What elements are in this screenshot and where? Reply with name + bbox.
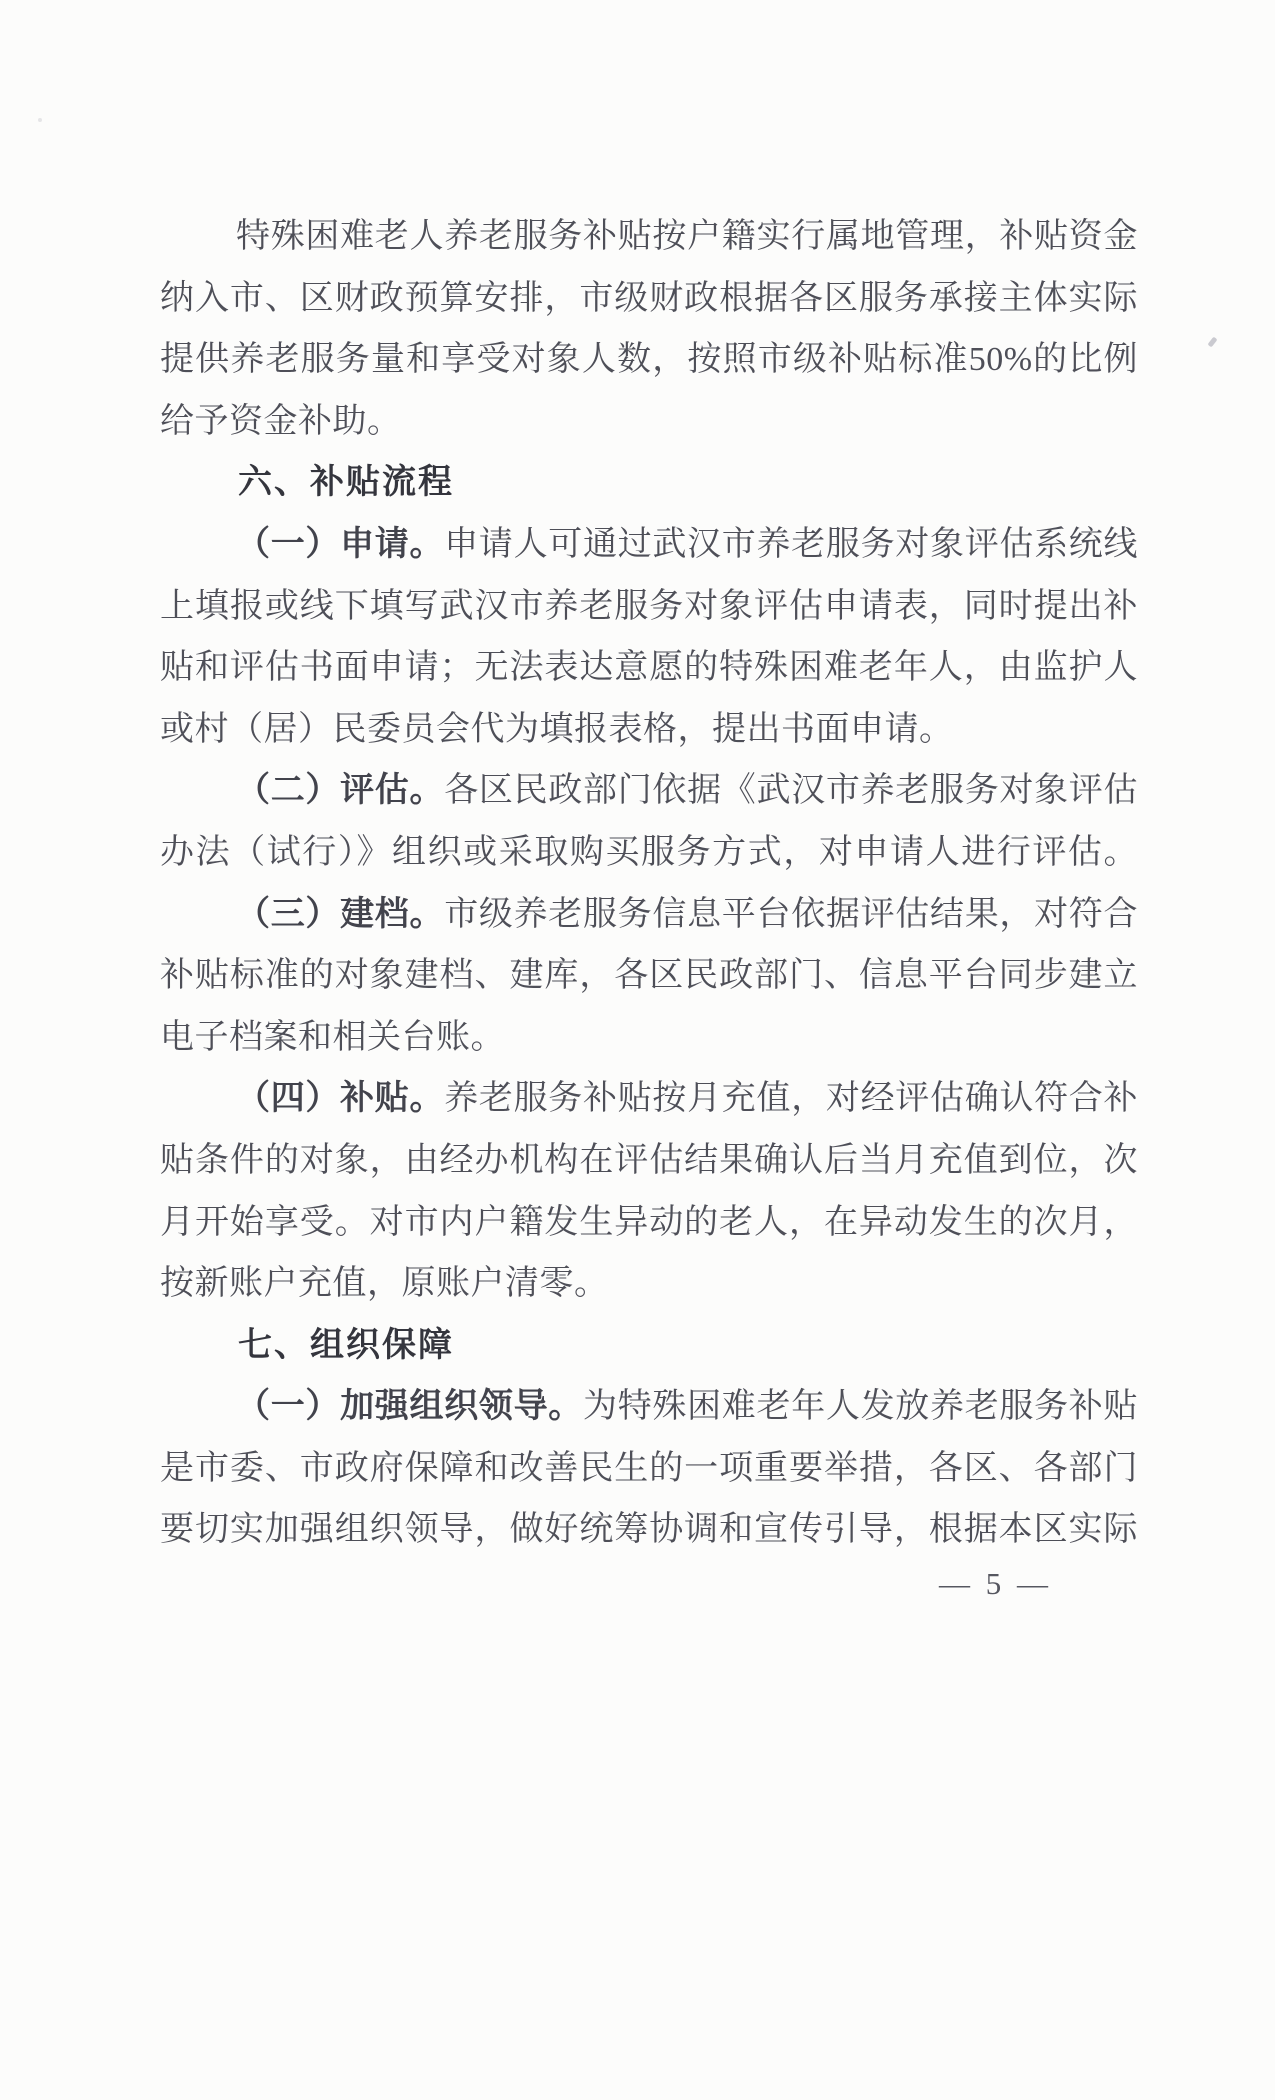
paragraph-line [160, 1068, 1138, 1130]
paragraph-line [160, 760, 1138, 822]
section-heading-6: 六、补贴流程 [238, 463, 454, 502]
paragraph-text: 各区民政部门依据《武汉市养老服务对象评估 [444, 772, 1139, 810]
paragraph-line: 特殊困难老人养老服务补贴按户籍实行属地管理，补贴资金 [236, 218, 1138, 255]
paragraph-text: 申请人可通过武汉市养老服务对象评估系统线 [444, 525, 1139, 563]
paragraph-line: 按新账户充值，原账户清零。 [160, 1265, 609, 1303]
item-number-label: （二）评估。 [236, 772, 445, 810]
paragraph-line: 办法（试行）》组织或采取购买服务方式，对申请人进行评估。 [160, 833, 1138, 871]
item-number-label: （四）补贴。 [236, 1080, 445, 1118]
document-text-block [160, 206, 1138, 1561]
paragraph-line: 补贴标准的对象建档、建库，各区民政部门、信息平台同步建立 [160, 957, 1138, 995]
paragraph-line: 纳入市、区财政预算安排，市级财政根据各区服务承接主体实际 [160, 279, 1138, 317]
paragraph-line [160, 884, 1138, 946]
paragraph-line: 月开始享受。对市内户籍发生异动的老人，在异动发生的次月， [160, 1203, 1138, 1241]
paragraph-text: 市级养老服务信息平台依据评估结果，对符合 [444, 895, 1139, 933]
scan-speckle [38, 118, 42, 122]
paragraph-line [160, 1376, 1138, 1438]
paragraph-text: 养老服务补贴按月充值，对经评估确认符合补 [444, 1080, 1139, 1118]
item-number-label: （一）申请。 [236, 525, 445, 563]
page-number: — 5 — [939, 1566, 1052, 1601]
paragraph-line [160, 514, 1138, 576]
paragraph-line: 或村（居）民委员会代为填报表格，提出书面申请。 [160, 710, 954, 748]
section-heading-7: 七、组织保障 [238, 1325, 454, 1364]
paragraph-line: 上填报或线下填写武汉市养老服务对象评估申请表，同时提出补 [160, 587, 1138, 625]
paragraph-line: 给予资金补助。 [160, 402, 402, 440]
paragraph-line: 贴条件的对象，由经办机构在评估结果确认后当月充值到位，次 [160, 1141, 1138, 1179]
item-number-label: （三）建档。 [236, 895, 445, 933]
paragraph-line: 电子档案和相关台账。 [160, 1018, 505, 1056]
item-number-label: （一）加强组织领导。 [236, 1388, 583, 1426]
paragraph-line: 是市委、市政府保障和改善民生的一项重要举措，各区、各部门 [160, 1449, 1138, 1487]
paragraph-line: 提供养老服务量和享受对象人数，按照市级补贴标准50%的比例 [160, 341, 1138, 379]
paragraph-text: 为特殊困难老年人发放养老服务补贴 [583, 1388, 1138, 1426]
paragraph-line: 贴和评估书面申请；无法表达意愿的特殊困难老年人，由监护人 [160, 649, 1138, 687]
paragraph-line: 要切实加强组织领导，做好统筹协调和宣传引导，根据本区实际 [160, 1511, 1138, 1549]
scan-speckle [1207, 337, 1217, 348]
